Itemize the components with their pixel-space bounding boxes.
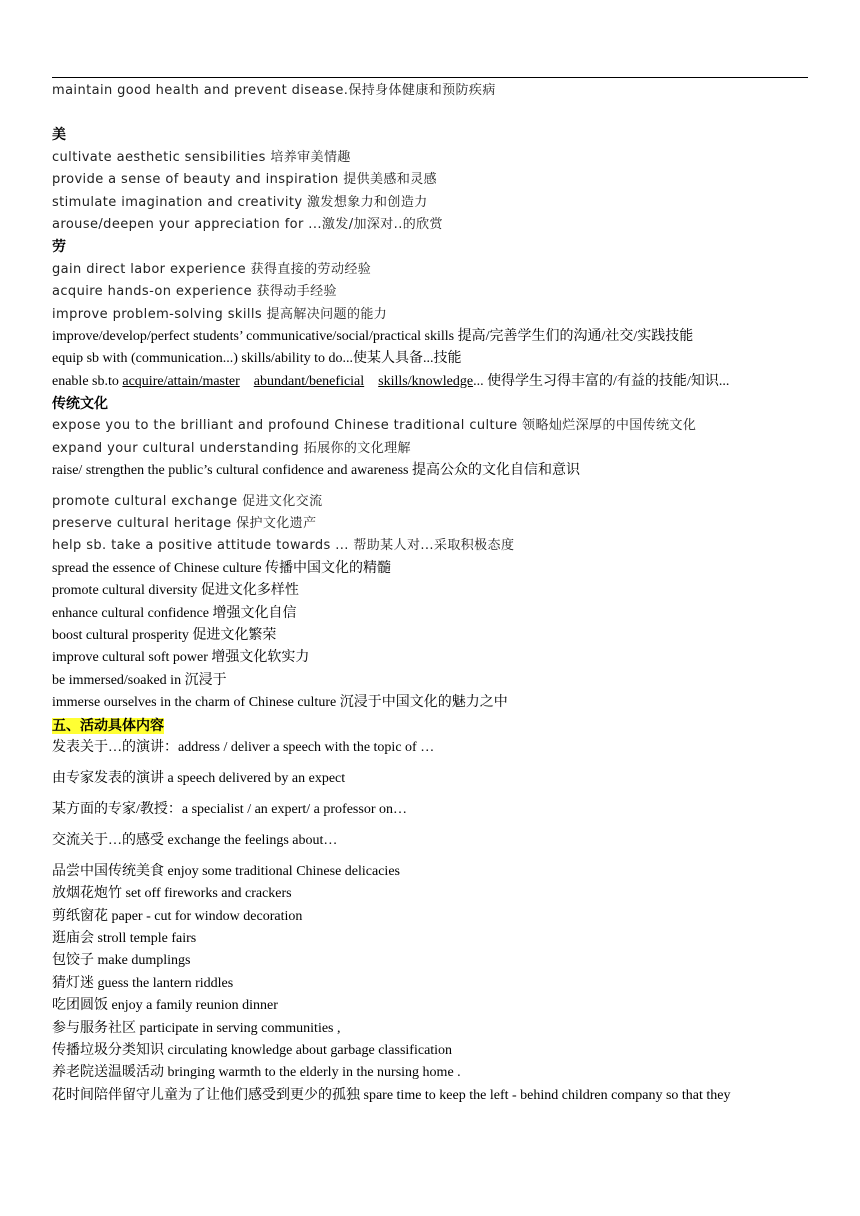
text-line: 某方面的专家/教授：a specialist / an expert/ a professor on… [52, 801, 407, 817]
text-line: 发表关于…的演讲：address / deliver a speech with the topic of … [52, 739, 435, 755]
text-line: 参与服务社区 participate in serving communities , [52, 1020, 341, 1036]
text-line: stimulate imagination and creativity 激发想象力和创造力 [52, 194, 428, 210]
section-heading-traditional-culture: 传统文化 [52, 396, 108, 413]
highlighted-heading: 五、活动具体内容 [52, 717, 164, 734]
text-line: spread the essence of Chinese culture 传播中国文化的精髓 [52, 560, 392, 576]
text-line: 传播垃圾分类知识 circulating knowledge about garbage classification [52, 1043, 453, 1058]
text-line: improve/develop/perfect students’ communicative/social/practical skills 提高/完善学生们的沟通/社交/实践技能 [52, 328, 694, 344]
text-line: 逛庙会 stroll temple fairs [52, 931, 197, 947]
underlined-phrase: skills/knowledge [378, 373, 474, 389]
text-line: 吃团圆饭 enjoy a family reunion dinner [52, 998, 278, 1014]
text-line-mixed [52, 371, 822, 393]
text-line: promote cultural exchange 促进文化交流 [52, 493, 323, 509]
text-line: 由专家发表的演讲 a speech delivered by an expect [52, 770, 346, 786]
text-line: cultivate aesthetic sensibilities 培养审美情趣 [52, 149, 351, 165]
text-line: help sb. take a positive attitude towards ... 帮助某人对...采取积极态度 [52, 538, 515, 554]
text-line: maintain good health and prevent disease.保持身体健康和预防疾病 [52, 83, 496, 98]
section-heading-labor: 劳 [52, 239, 66, 256]
section-heading-activities [52, 715, 822, 737]
text-line: provide a sense of beauty and inspiration 提供美感和灵感 [52, 172, 438, 188]
text-line: improve cultural soft power 增强文化软实力 [52, 650, 310, 666]
text-line: equip sb with (communication...) skills/ability to do...使某人具备...技能 [52, 351, 462, 367]
text-line: gain direct labor experience 获得直接的劳动经验 [52, 261, 372, 277]
text-line: 品尝中国传统美食 enjoy some traditional Chinese delicacies [52, 863, 400, 879]
text-line: expand your cultural understanding 拓展你的文化理解 [52, 440, 411, 456]
text-line: 剪纸窗花 paper - cut for window decoration [52, 908, 303, 924]
text-line: 养老院送温暖活动 bringing warmth to the elderly in the nursing home . [52, 1065, 461, 1081]
text-span: ... 使得学生习得丰富的/有益的技能/知识... [473, 373, 730, 389]
header-rule [52, 77, 808, 78]
text-line: 花时间陪伴留守儿童为了让他们感受到更少的孤独 spare time to keep the left - behind children company so that they [52, 1087, 731, 1103]
text-line: preserve cultural heritage 保护文化遗产 [52, 516, 317, 532]
text-line: expose you to the brilliant and profound Chinese traditional culture 领略灿烂深厚的中国传统文化 [52, 418, 697, 434]
text-line: promote cultural diversity 促进文化多样性 [52, 583, 299, 599]
text-line: acquire hands-on experience 获得动手经验 [52, 284, 337, 300]
underlined-phrase: abundant/beneficial [253, 373, 365, 389]
text-line: immerse ourselves in the charm of Chinese culture 沉浸于中国文化的魅力之中 [52, 695, 508, 711]
text-span: enable sb.to [52, 373, 123, 389]
text-line: arouse/deepen your appreciation for ...激发/加深对..的欣赏 [52, 216, 443, 232]
section-heading-beauty: 美 [52, 127, 66, 144]
text-line: 包饺子 make dumplings [52, 953, 191, 969]
text-line: raise/ strengthen the public’s cultural confidence and awareness 提高公众的文化自信和意识 [52, 463, 580, 479]
text-line: 猜灯迷 guess the lantern riddles [52, 975, 234, 991]
text-line: 交流关于…的感受 exchange the feelings about… [52, 832, 338, 848]
text-line: boost cultural prosperity 促进文化繁荣 [52, 627, 277, 643]
document-body [52, 80, 822, 1107]
underlined-phrase: acquire/attain/master [122, 373, 240, 389]
text-line: 放烟花炮竹 set off fireworks and crackers [52, 886, 292, 902]
text-line: improve problem-solving skills 提高解决问题的能力 [52, 306, 388, 322]
text-line: be immersed/soaked in 沉浸于 [52, 672, 227, 688]
text-line: enhance cultural confidence 增强文化自信 [52, 605, 297, 621]
